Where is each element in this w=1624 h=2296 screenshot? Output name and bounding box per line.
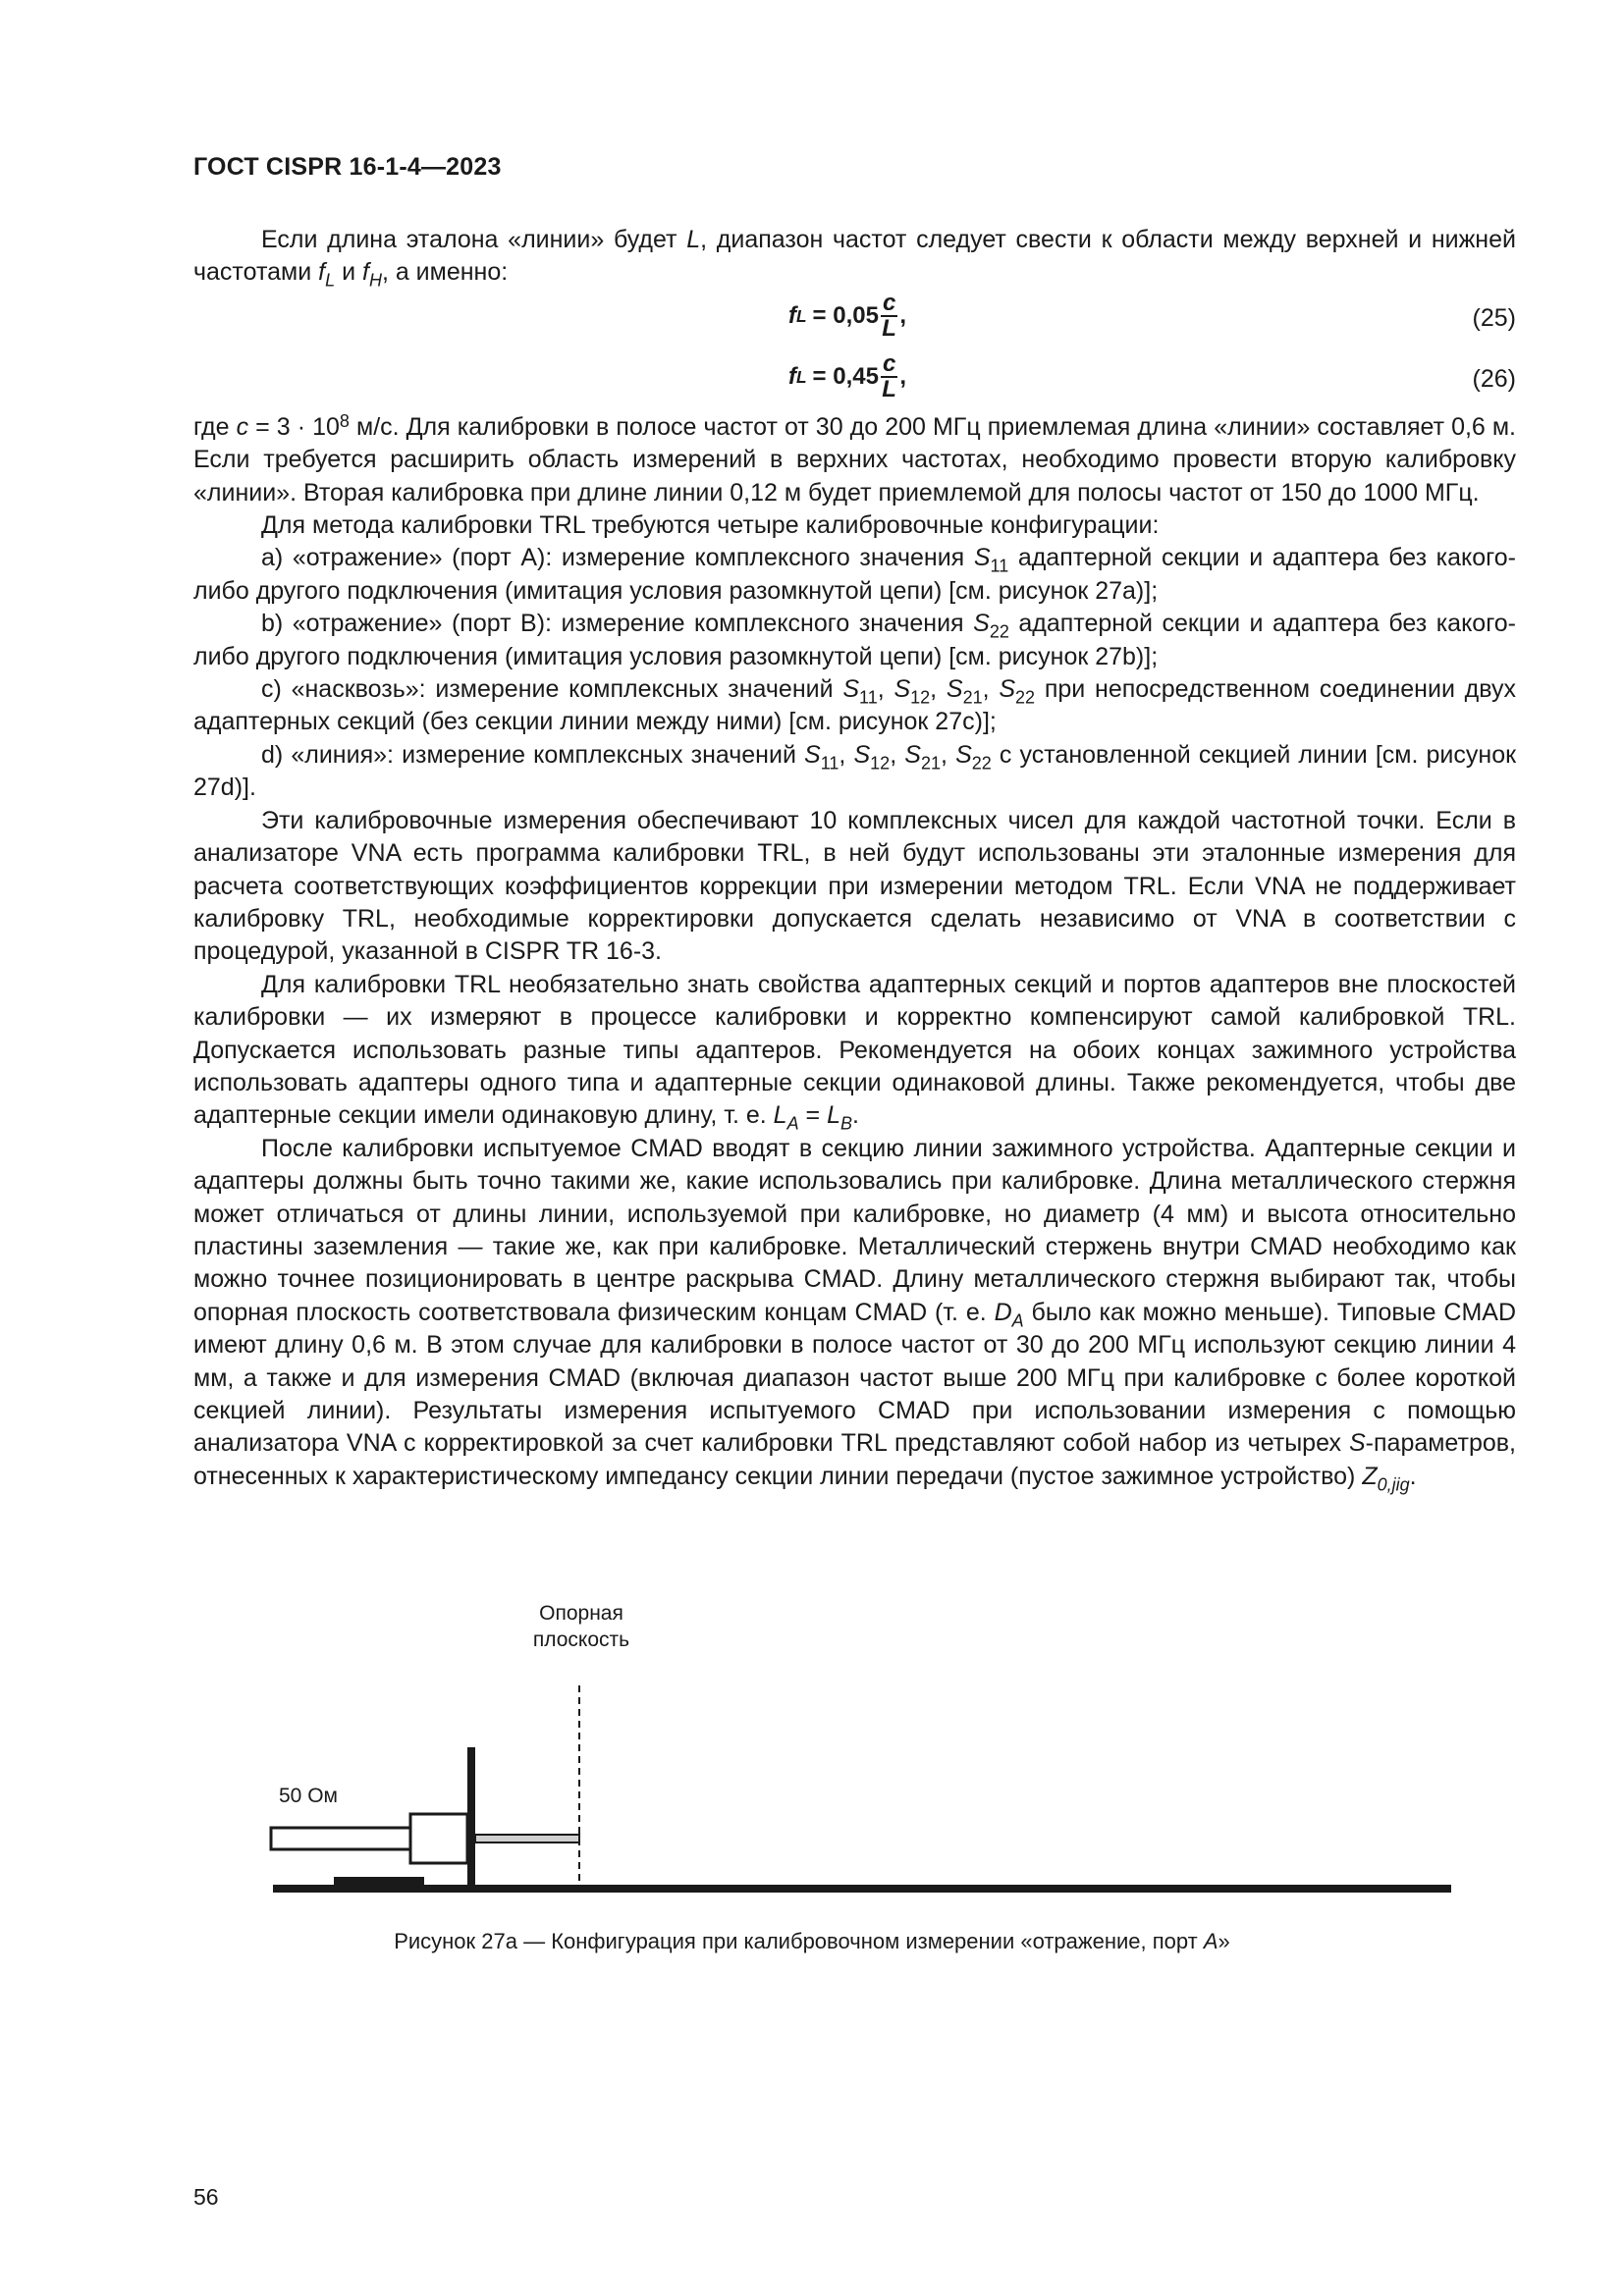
equation-number: (25): [1472, 303, 1516, 332]
equation-25: f L = 0,05 $\frac{c}{L}$ , (25): [788, 289, 1516, 342]
figure-27a: [255, 1600, 1483, 1914]
ground-plane: [273, 1885, 1451, 1893]
reference-plane-label: Опорная плоскость: [532, 1602, 630, 1651]
document-header: ГОСТ CISPR 16-1-4—2023: [193, 153, 502, 181]
list-item-c: c) «насквозь»: измерение комплексных значений $S_{11}$, $S_{12}$, $S_{21}$, $S_{22}$ при непосредственном соединении двух адаптерных секций (без секции линии между ними) [см. рисунок 27c)];: [193, 675, 1516, 736]
rod: [475, 1835, 579, 1842]
figure-caption: Рисунок 27a — Конфигурация при калибровочном измерении «отражение, порт A»: [394, 1929, 1230, 1953]
adapter-base: [334, 1877, 424, 1886]
paragraph-where: где $c = 3 \cdot 10^8$ м/с. Для калибровки в полосе частот от 30 до 200 МГц приемлемая длина «линии» составляет 0,6 м. Если требуется расширить область измерений в верхних частотах, необходимо провести вторую калибровку «линии». Вторая калибровка при длине линии 0,12 м будет приемлемой для полосы частот от 150 до 1000 МГц.: [193, 410, 1517, 507]
list-item-d: d) «линия»: измерение комплексных значений $S_{11}$, $S_{12}$, $S_{21}$, $S_{22}$ с установленной секцией линии [см. рисунок 27d)].: [193, 740, 1517, 802]
load-label: 50 Ом: [279, 1785, 338, 1807]
list-item-a: a) «отражение» (порт А): измерение комплексного значения $S_{11}$ адаптерной секции и адаптера без какого-либо другого подключения (имитация условия разомкнутой цепи) [см. рисунок 27a)];: [193, 544, 1516, 605]
paragraph-cmad-measurement: После калибровки испытуемое CMAD вводят в секцию линии зажимного устройства. Адаптерные секции и адаптеры должны быть точно такими же, какие использовались при калибровке. Длина металлического стержня может отличаться от длины линии, используемой при калибровке, но диаметр (4 мм) и высота относительно пластины заземления — такие же, как при калибровке. Металлический стержень внутри CMAD необходимо как можно точнее позиционировать в центре раскрыва CMAD. Длину металлического стержня выбирают так, чтобы опорная плоскость соответствовала физическим концам CMAD (т. е. $D_A$ было как можно меньше). Типовые CMAD имеют длину 0,6 м. В этом случае для калибровки в полосе частот от 30 до 200 МГц используют секцию линии 4 мм, а также и для измерения CMAD (включая диапазон частот выше 200 МГц при калибровке с более короткой секцией линии). Результаты измерения испытуемого CMAD при использовании измерения с помощью анализатора VNA с корректировкой за счет калибровки TRL представляют собой набор из четырех S-параметров, отнесенных к характеристическому импедансу секции линии передачи (пустое зажимное устройство) $Z_{0,jig}$.: [193, 1134, 1517, 1495]
paragraph-calibration-numbers: Эти калибровочные измерения обеспечивают 10 комплексных чисел для каждой частотной точки. Если в анализаторе VNA есть программа калибровки TRL, в ней будут использованы эти эталонные измерения для расчета соответствующих коэффициентов коррекции при измерении методом TRL. Если VNA не поддерживает калибровку TRL, необходимые корректировки допускается сделать независимо от VNA в соответствии с процедурой, указанной в CISPR TR 16-3.: [193, 806, 1516, 966]
equation-26: f L = 0,45 $\frac{c}{L}$ , (26): [788, 349, 1516, 402]
connector: [410, 1814, 467, 1863]
list-item-b: b) «отражение» (порт В): измерение комплексного значения $S_{22}$ адаптерной секции и адаптера без какого-либо другого подключения (имитация условия разомкнутой цепи) [см. рисунок 27b)];: [193, 610, 1517, 670]
paragraph-trl-configs: Для метода калибровки TRL требуются четыре калибровочные конфигурации:: [261, 511, 1160, 540]
equation-number: (26): [1472, 364, 1516, 393]
document-body: [193, 224, 1516, 1493]
load-cable: [271, 1828, 426, 1849]
page-number: 56: [193, 2184, 219, 2210]
paragraph-adapter-sections: Для калибровки TRL необязательно знать свойства адаптерных секций и портов адаптеров вне плоскостей калибровки — их измеряют в процессе калибровки и корректно компенсируют самой калибровкой TRL. Допускается использовать разные типы адаптеров. Рекомендуется на обоих концах зажимного устройства использовать адаптеры одного типа и адаптерные секции одинаковой длины. Также рекомендуется, чтобы две адаптерные секции имели одинаковую длину, т. е. $L_A = L_B$.: [193, 970, 1516, 1134]
figure-27a-diagram: [255, 1600, 1483, 1914]
paragraph-intro: Если длина эталона «линии» будет L, диапазон частот следует свести к области между верхней и нижней частотами $f_L$ и $f_H$, а именно:: [193, 226, 1516, 291]
